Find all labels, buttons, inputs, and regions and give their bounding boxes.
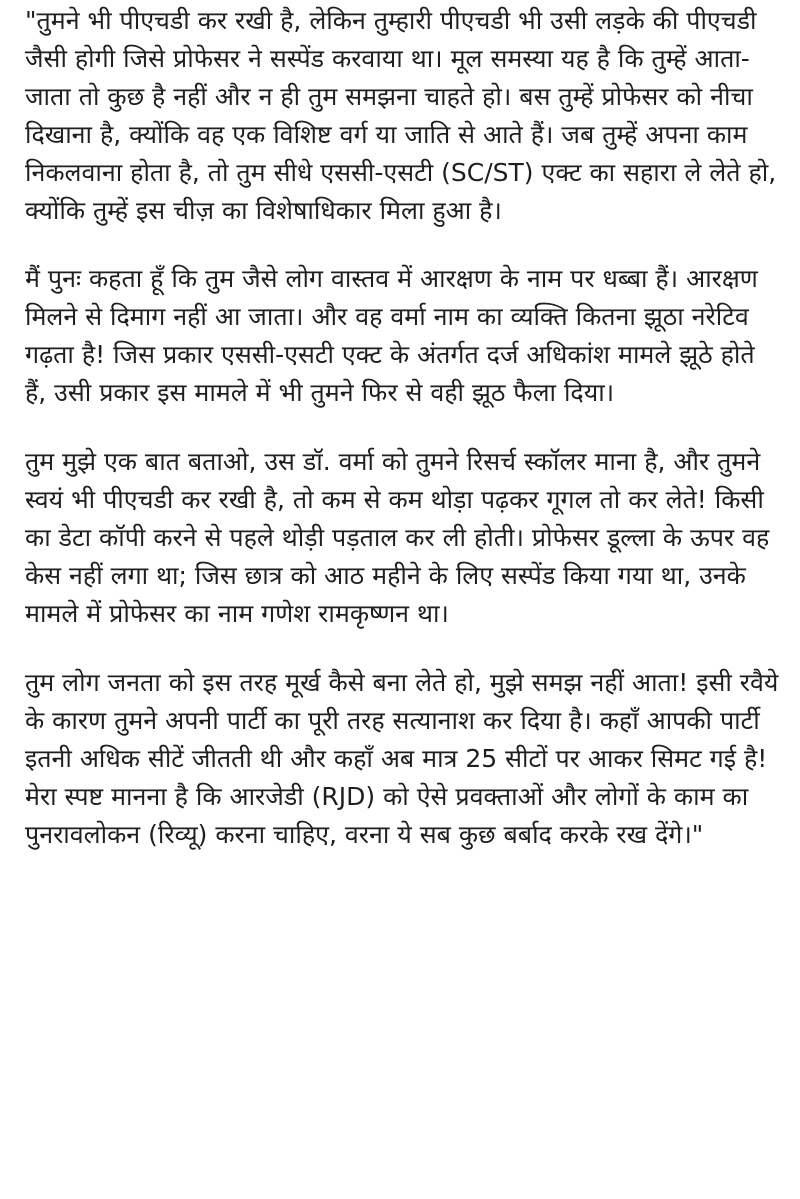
paragraph-2: मैं पुनः कहता हूँ कि तुम जैसे लोग वास्तव में आरक्षण के नाम पर धब्बा हैं। आरक्षण मिलने से दिमाग नहीं आ जाता। और वह वर्मा नाम का व्यक्ति कितना झूठा नरेटिव गढ़ता है! जिस प्रकार एससी-एसटी एक्ट के अंतर्गत दर्ज अधिकांश मामले झूठे होते हैं, उसी प्रकार इस मामले में भी तुमने फिर से वही झूठ फैला दिया। bbox=[25, 264, 758, 407]
paragraph-1: "तुमने भी पीएचडी कर रखी है, लेकिन तुम्हारी पीएचडी भी उसी लड़के की पीएचडी जैसी होगी जिसे प्रोफेसर ने सस्पेंड करवाया था। मूल समस्या यह है कि तुम्हें आता-जाता तो कुछ है नहीं और न ही तुम समझना चाहते हो। बस तुम्हें प्रोफेसर को नीचा दिखाना है, क्योंकि वह एक विशिष्ट वर्ग या जाति से आते हैं। जब तुम्हें अपना काम निकलवाना होता है, तो तुम सीधे एससी-एसटी (SC/ST) एक्ट का सहारा ले लेते हो, क्योंकि तुम्हें इस चीज़ का विशेषाधिकार मिला हुआ है। bbox=[25, 6, 777, 225]
paragraph-3: तुम मुझे एक बात बताओ, उस डॉ. वर्मा को तुमने रिसर्च स्कॉलर माना है, और तुमने स्वयं भी पीएचडी कर रखी है, तो कम से कम थोड़ा पढ़कर गूगल तो कर लेते! किसी का डेटा कॉपी करने से पहले थोड़ी पड़ताल कर ली होती। प्रोफेसर डूल्ला के ऊपर वह केस नहीं लगा था; जिस छात्र को आठ महीने के लिए सस्पेंड किया गया था, उनके मामले में प्रोफेसर का नाम गणेश रामकृष्णन था। bbox=[25, 447, 770, 628]
paragraph-4: तुम लोग जनता को इस तरह मूर्ख कैसे बना लेते हो, मुझे समझ नहीं आता! इसी रवैये के कारण तुमने अपनी पार्टी का पूरी तरह सत्यानाश कर दिया है। कहाँ आपकी पार्टी इतनी अधिक सीटें जीतती थी और कहाँ अब मात्र 25 सीटों पर आकर सिमट गई है! मेरा स्पष्ट मानना है कि आरजेडी (RJD) को ऐसे प्रवक्ताओं और लोगों के काम का पुनरावलोकन (रिव्यू) करना चाहिए, वरना ये सब कुछ बर्बाद करके रख देंगे।" bbox=[25, 668, 779, 849]
